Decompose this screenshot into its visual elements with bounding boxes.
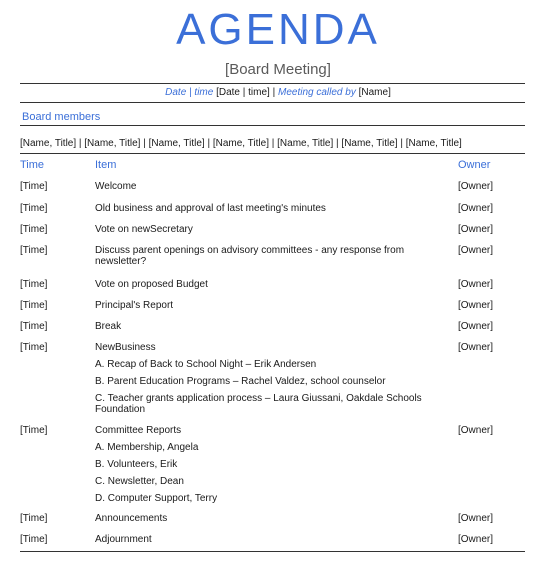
row-subitem: B. Parent Education Programs – Rachel Valdez, school counselor [95,376,386,387]
row-item [95,425,425,504]
row-time: [Time] [20,300,48,311]
row-time: [Time] [20,513,48,524]
row-item [95,279,425,290]
row-subitem: A. Membership, Angela [95,442,199,453]
meeting-subtitle: [Board Meeting] [225,61,331,78]
divider [20,153,525,154]
row-subitem: C. Teacher grants application process – Laura Giussani, Oakdale Schools Foundation [95,393,422,415]
called-by-value: [Name] [358,87,391,98]
row-owner: [Owner] [458,224,494,235]
row-owner: [Owner] [458,245,494,256]
divider [20,83,525,84]
agenda-title: AGENDA [176,5,380,54]
row-item-text: Announcements [95,513,168,524]
row-time: [Time] [20,534,48,545]
row-item-text: Adjournment [95,534,152,545]
row-item [95,300,425,311]
row-owner: [Owner] [458,321,494,332]
owner-column-header: Owner [458,159,491,171]
row-item-text: Vote on newSecretary [95,224,193,235]
called-by-label: Meeting called by [278,87,356,98]
row-item-text: Old business and approval of last meeting's minutes [95,203,326,214]
row-time: [Time] [20,321,48,332]
row-item [95,342,425,415]
divider [20,551,525,552]
row-item [95,534,425,545]
row-item [95,203,425,214]
row-subitem: A. Recap of Back to School Night – Erik Andersen [95,359,317,370]
divider [20,125,525,126]
meta-separator: | [272,87,278,98]
row-owner: [Owner] [458,425,494,436]
row-item [95,224,425,235]
row-subitem: D. Computer Support, Terry [95,493,218,504]
item-column-header: Item [95,159,117,171]
row-item-text: Vote on proposed Budget [95,279,208,290]
row-time: [Time] [20,425,48,436]
row-item-text: Break [95,321,122,332]
date-label: Date | time [165,87,214,98]
row-item [95,245,425,267]
board-members-list: [Name, Title] | [Name, Title] | [Name, Title] | [Name, Title] | [Name, Title] | [Name, Title] | [Name, Title] [20,138,462,149]
row-subitem: C. Newsletter, Dean [95,476,184,487]
row-owner: [Owner] [458,534,494,545]
row-owner: [Owner] [458,181,494,192]
row-item-text: Discuss parent openings on advisory committees - any response from newsletter? [95,245,405,267]
row-owner: [Owner] [458,342,494,353]
divider [20,102,525,103]
row-time: [Time] [20,342,48,353]
row-owner: [Owner] [458,300,494,311]
meeting-meta [0,87,556,98]
row-owner: [Owner] [458,513,494,524]
board-members-heading: Board members [22,111,101,123]
row-owner: [Owner] [458,203,494,214]
row-time: [Time] [20,245,48,256]
row-item [95,321,425,332]
row-time: [Time] [20,181,48,192]
row-item [95,513,425,524]
row-item [95,181,425,192]
time-column-header: Time [20,159,45,171]
row-subitem: B. Volunteers, Erik [95,459,178,470]
row-time: [Time] [20,224,48,235]
row-item-text: Committee Reports [95,425,182,436]
row-time: [Time] [20,203,48,214]
row-item-text: Welcome [95,181,137,192]
date-value: [Date | time] [216,87,270,98]
row-item-text: Principal's Report [95,300,174,311]
row-time: [Time] [20,279,48,290]
row-item-text: NewBusiness [95,342,156,353]
row-owner: [Owner] [458,279,494,290]
